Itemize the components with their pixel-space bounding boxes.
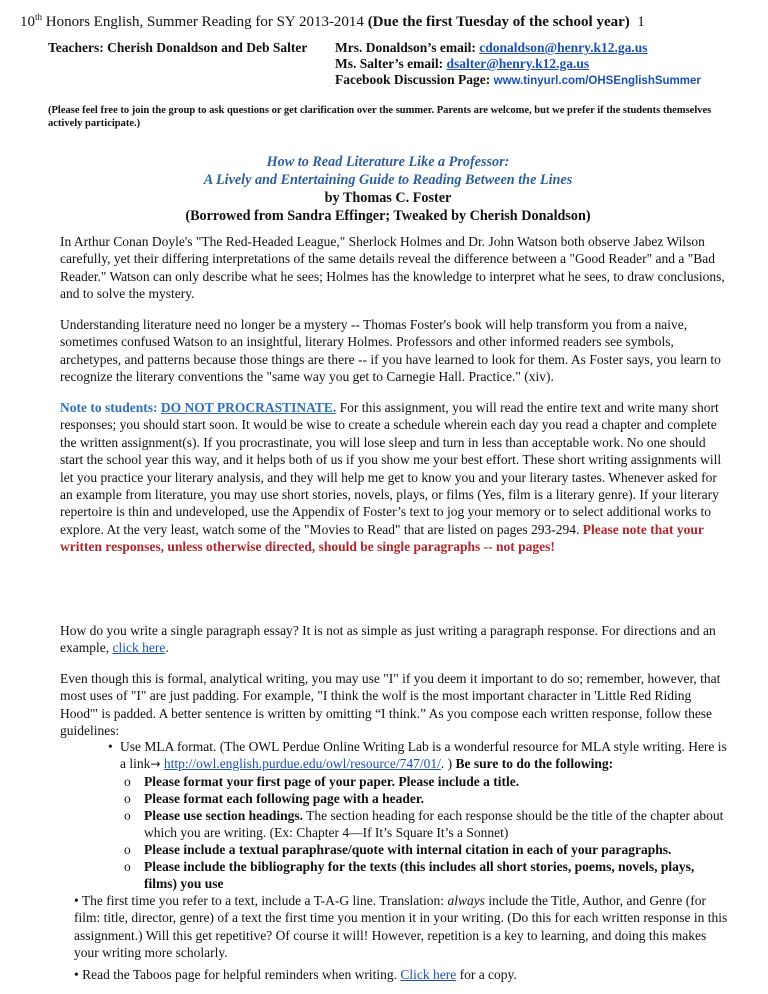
sub-item-label: Please use section headings.	[144, 808, 304, 823]
tag-line-rest: include the Title, Author, and Genre (for film: title, director, genre) of a text the first time you mention it in your writing. (Do this for each written response in this assignment.) Will this get repetitive? Of course it will! However, repetition is a key to learning, and doing this makes your writing more scholarly.	[74, 893, 728, 961]
sub-item-title	[110, 773, 730, 790]
sub-item-label: Please format your first page of your paper. Please include a title.	[144, 774, 520, 789]
mla-bold: Be sure to do the following:	[455, 756, 614, 771]
taboos-text: Read the Taboos page for helpful reminders when writing.	[82, 967, 401, 982]
page-number: 1	[637, 14, 645, 30]
circle-bullet-icon: o	[124, 842, 131, 857]
sub-item-label: Please format each following page with a header.	[144, 791, 424, 806]
single-paragraph-warning: Please note that your written responses, unless otherwise directed, should be single paragraphs -- not pages!	[60, 521, 704, 555]
sub-item-detail: The section heading for each response should be the title of the chapter about which you are writing. (Ex: Chapter 4—If It’s Square It’s a Sonnet)	[144, 808, 724, 840]
paragraph-essay-question	[60, 622, 732, 657]
tag-line-emphasis: always	[447, 893, 485, 908]
note-body: For this assignment, you will read the entire text and write many short responses; you should start soon. It would be wise to create a schedule wherein each day you read a chapter and complete the written assignment(s). If you procrastinate, you will lose sleep and turn in less than acceptable work. No one should start the school year this way, and it helps both of us if you show me your best effort. These short writing assignments will let you practice your literary analysis, and they will help me get to know you and your literary tastes. Whenever asked for an example from literature, you may use short stories, novels, plays, or films (Yes, film is a literary genre). If your literary repertoire is thin and undeveloped, use the Appendix of Foster’s text to jog your memory or to select additional works to explore. At the very least, watch some of the "Movies to Read" that are listed on pages 293-294.	[60, 400, 722, 537]
group-note: (Please feel free to join the group to ask questions or get clarification over the summer. Parents are welcome, but we prefer if the students themselves actively participate.)	[48, 105, 712, 129]
header-title: Honors English, Summer Reading for SY 2013-2014	[42, 14, 368, 30]
mla-after: . )	[440, 756, 456, 771]
guidelines-list	[110, 738, 730, 892]
teachers-line: Teachers: Cherish Donaldson and Deb Salter	[48, 40, 308, 55]
arrow-icon: →	[150, 757, 161, 771]
owl-purdue-link[interactable]: http://owl.english.purdue.edu/owl/resource/747/01/	[163, 756, 441, 771]
facebook-label: Facebook Discussion Page:	[335, 72, 494, 87]
bullet-dot: •	[74, 967, 79, 982]
book-title-line2: A Lively and Entertaining Guide to Reading Between the Lines	[203, 172, 573, 188]
bullet-dot: •	[74, 893, 79, 908]
paragraph-essay-link[interactable]: click here	[112, 640, 166, 656]
sub-item-bibliography	[110, 858, 730, 892]
note-to-students-paragraph	[60, 399, 732, 556]
mla-bullet	[110, 738, 730, 773]
circle-bullet-icon: o	[124, 774, 131, 789]
due-date: (Due the first Tuesday of the school year)	[367, 14, 630, 30]
book-title-block	[48, 153, 728, 225]
page-header	[20, 12, 645, 31]
salter-email-link[interactable]: dsalter@henry.k12.ga.us	[446, 56, 590, 71]
book-author: by Thomas C. Foster	[324, 190, 452, 206]
intro-paragraph: In Arthur Conan Doyle's "The Red-Headed League," Sherlock Holmes and Dr. John Watson both observe Jabez Wilson carefully, yet their differing interpretations of the same details reveal the difference between a "Good Reader" and a "Bad Reader." Watson can only describe what he sees; Holmes has the knowledge to interpret what he sees, to draw conclusions, and to solve the mystery.	[60, 234, 725, 302]
sub-item-label: Please include a textual paraphrase/quote with internal citation in each of your paragraphs.	[144, 842, 672, 857]
mla-text: Use MLA format. (The OWL Perdue Online Writing Lab is a wonderful resource for MLA style writing. Here is a link	[120, 739, 727, 771]
taboos-link[interactable]: Click here	[400, 967, 457, 982]
sub-item-label: Please include the bibliography for the texts (this includes all short stories, poems, novels, plays, films) you use	[144, 859, 695, 891]
paragraph-essay-end: .	[165, 640, 169, 656]
circle-bullet-icon: o	[124, 808, 131, 823]
book-credit: (Borrowed from Sandra Effinger; Tweaked by Cherish Donaldson)	[185, 208, 591, 224]
tag-line-bullet	[74, 892, 732, 962]
procrastinate-link[interactable]: DO NOT PROCRASTINATE.	[160, 400, 337, 415]
contact-block	[335, 40, 701, 89]
donaldson-email-link[interactable]: cdonaldson@henry.k12.ga.us	[479, 40, 648, 55]
taboos-bullet	[74, 966, 732, 983]
formal-writing-paragraph: Even though this is formal, analytical writing, you may use "I" if you deem it important to do so; remember, however, that most uses of "I" are just padding. For example, "I think the wolf is the most important character in 'Little Red Riding Hood'" is padded. A better sentence is written by omitting “I think.” As you compose each written response, follow these guidelines:	[60, 671, 721, 739]
tag-line-text: The first time you refer to a text, include a T-A-G line. Translation:	[81, 893, 448, 908]
donaldson-email-label: Mrs. Donaldson’s email:	[335, 40, 480, 55]
sub-item-quote	[110, 841, 730, 858]
grade-suffix: th	[35, 12, 43, 22]
facebook-link[interactable]: www.tinyurl.com/OHSEnglishSummer	[493, 75, 701, 87]
book-title-line1: How to Read Literature Like a Professor:	[266, 154, 510, 170]
bullet-dot: •	[108, 739, 113, 754]
sub-item-header	[110, 790, 730, 807]
note-lead: Note to students:	[60, 400, 161, 415]
foster-paragraph: Understanding literature need no longer be a mystery -- Thomas Foster's book will help transform you from a naive, sometimes confused Watson to an insightful, literary Holmes. Professors and other informed readers see symbols, archetypes, and patterns because those things are there -- if you have learned to look for them. As Foster says, you learn to recognize the literary conventions the "same way you get to Carnegie Hall. Practice." (xiv).	[60, 317, 721, 385]
salter-email-label: Ms. Salter’s email:	[335, 56, 447, 71]
taboos-end: for a copy.	[456, 967, 517, 982]
circle-bullet-icon: o	[124, 859, 131, 874]
paragraph-essay-text: How do you write a single paragraph essay? It is not as simple as just writing a paragraph response. For directions and an example,	[60, 623, 716, 656]
sub-item-section-headings	[110, 807, 730, 841]
circle-bullet-icon: o	[124, 791, 131, 806]
grade-number: 10	[20, 14, 35, 30]
